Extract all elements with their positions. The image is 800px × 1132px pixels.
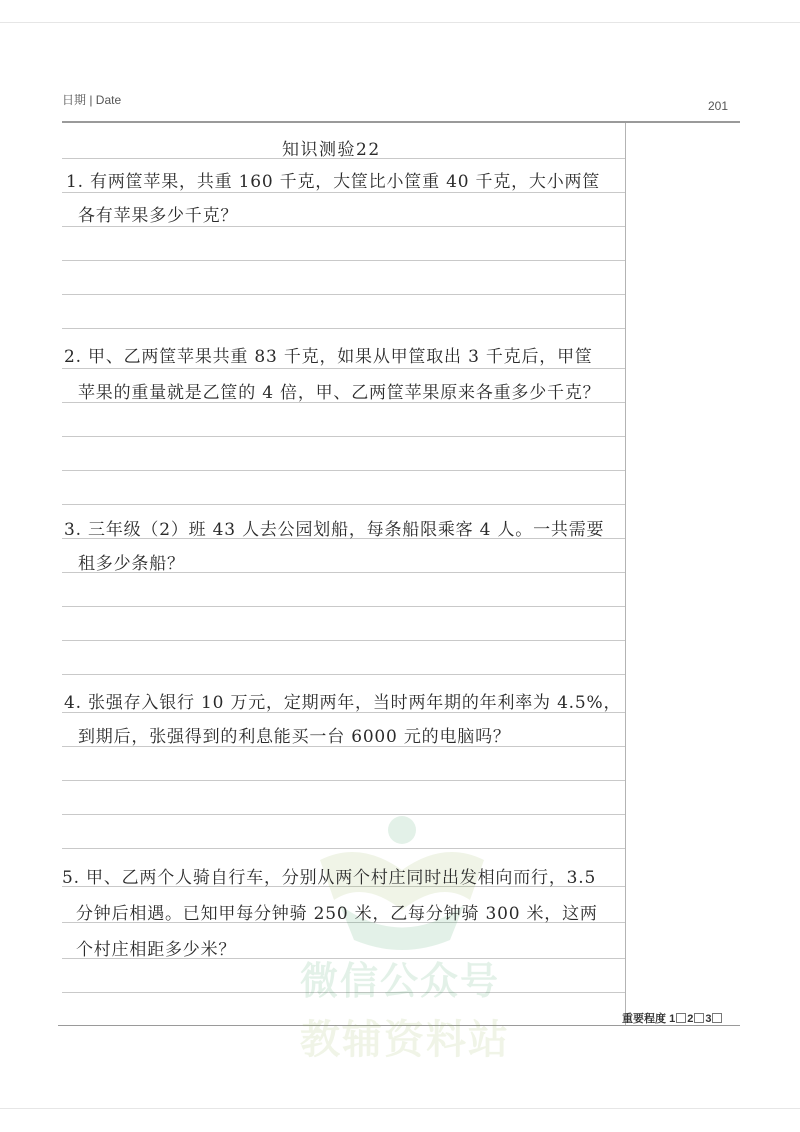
watermark	[300, 800, 510, 1063]
page-top-edge	[0, 22, 800, 23]
watermark-text-2: 教辅资料站	[300, 1017, 510, 1063]
importance-label: 重要程度	[622, 1013, 666, 1025]
date-label: 日期 | Date	[62, 93, 122, 107]
ruled-line	[62, 294, 625, 295]
question-2-line-2: 苹果的重量就是乙筐的 4 倍，甲、乙两筐苹果原来各重多少千克？	[78, 383, 601, 403]
question-5-line-1: 5. 甲、乙两个人骑自行车，分别从两个村庄同时出发相向而行，3.5	[62, 868, 597, 888]
header-rule	[62, 121, 740, 123]
ruled-line	[62, 260, 625, 261]
question-3-line-1: 3. 三年级（2）班 43 人去公园划船，每条船限乘客 4 人。一共需要	[64, 520, 605, 540]
importance-level-3: 3	[705, 1013, 712, 1025]
question-3-line-2: 租多少条船？	[78, 554, 185, 574]
margin-rule	[625, 123, 626, 1026]
question-5-line-2: 分钟后相遇。已知甲每分钟骑 250 米，乙每分钟骑 300 米，这两	[76, 904, 598, 924]
watermark-text-1: 微信公众号	[300, 959, 501, 1003]
ruled-line	[62, 504, 625, 505]
ruled-line	[62, 192, 625, 193]
importance-level-2: 2	[687, 1013, 694, 1025]
quiz-title: 知识测验22	[282, 140, 381, 160]
page-bottom-edge	[0, 1108, 800, 1109]
ruled-line	[62, 780, 625, 781]
ruled-line	[62, 606, 625, 607]
importance-rating	[622, 1010, 723, 1026]
ruled-line	[62, 328, 625, 329]
question-5-line-3: 个村庄相距多少米？	[76, 940, 237, 960]
ruled-line	[62, 368, 625, 369]
question-1-line-1: 1. 有两筐苹果，共重 160 千克，大筐比小筐重 40 千克，大小两筐	[66, 172, 601, 192]
question-2-line-1: 2. 甲、乙两筐苹果共重 83 千克，如果从甲筐取出 3 千克后，甲筐	[64, 347, 593, 367]
ruled-line	[62, 436, 625, 437]
importance-level-1: 1	[669, 1013, 676, 1025]
importance-checkbox-3[interactable]	[712, 1013, 722, 1023]
ruled-line	[62, 226, 625, 227]
question-4-line-2: 到期后，张强得到的利息能买一台 6000 元的电脑吗？	[78, 727, 511, 747]
page-number: 201	[708, 99, 729, 113]
ruled-line	[62, 470, 625, 471]
question-1-line-2: 各有苹果多少千克？	[78, 206, 239, 226]
ruled-line	[62, 674, 625, 675]
importance-checkbox-1[interactable]	[676, 1013, 686, 1023]
importance-checkbox-2[interactable]	[694, 1013, 704, 1023]
ruled-line	[62, 640, 625, 641]
question-4-line-1: 4. 张强存入银行 10 万元，定期两年，当时两年期的年利率为 4.5%，	[64, 693, 622, 713]
